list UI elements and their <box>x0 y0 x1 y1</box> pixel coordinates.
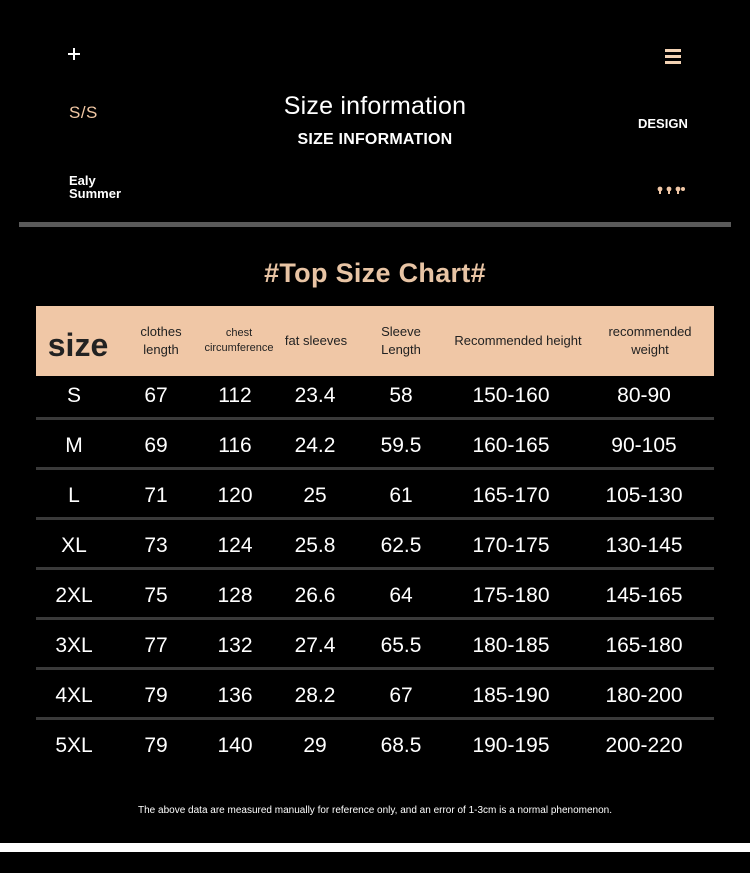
table-row <box>36 372 714 419</box>
table-row <box>36 622 714 669</box>
cell-fat-sleeves: 26.6 <box>294 583 336 607</box>
cell-size: S <box>66 383 81 407</box>
cell-sleeve-length: 64 <box>389 583 413 607</box>
row-divider <box>36 517 714 520</box>
cell-clothes-length: 73 <box>144 533 168 557</box>
cell-recommended-height: 165-170 <box>472 483 550 507</box>
cell-size: 2XL <box>55 583 93 607</box>
cell-sleeve-length: 59.5 <box>380 433 422 457</box>
header-chest-circumference: chest circumference <box>204 327 274 354</box>
cell-sleeve-length: 58 <box>389 383 413 407</box>
cell-clothes-length: 79 <box>144 683 168 707</box>
early-line-1: Ealy <box>69 173 96 188</box>
header-divider <box>19 222 731 227</box>
cell-size: 4XL <box>55 683 93 707</box>
cell-chest-circumference: 128 <box>217 583 253 607</box>
header-clothes-length: clothes length <box>140 324 182 357</box>
cell-recommended-weight: 180-200 <box>605 683 683 707</box>
cell-size: L <box>68 483 80 507</box>
cell-fat-sleeves: 24.2 <box>294 433 336 457</box>
plus-icon <box>66 46 82 62</box>
table-row <box>36 672 714 719</box>
cell-recommended-weight: 80-90 <box>617 383 671 407</box>
early-line-2: Summer <box>69 186 122 201</box>
cell-size: XL <box>61 533 87 557</box>
header-size: size <box>47 327 109 364</box>
header-recommended-height: Recommended height <box>454 333 582 349</box>
footnote: The above data are measured manually for reference only, and an error of 1-3cm is a normal phenomenon. <box>138 805 612 816</box>
cell-fat-sleeves: 25.8 <box>294 533 336 557</box>
cell-chest-circumference: 124 <box>217 533 253 557</box>
table-row <box>36 722 714 769</box>
cell-clothes-length: 75 <box>144 583 168 607</box>
cell-sleeve-length: 67 <box>389 683 413 707</box>
page-title: Size information <box>283 92 467 120</box>
cell-chest-circumference: 136 <box>217 683 253 707</box>
cell-size: 5XL <box>55 733 93 757</box>
row-divider <box>36 467 714 470</box>
cell-clothes-length: 67 <box>144 383 168 407</box>
header-sleeve-length: Sleeve Length <box>381 324 421 357</box>
cell-recommended-height: 175-180 <box>472 583 550 607</box>
header-recommended-weight: recommended weight <box>608 324 692 357</box>
cell-chest-circumference: 132 <box>217 633 253 657</box>
row-divider <box>36 667 714 670</box>
cell-chest-circumference: 140 <box>217 733 253 757</box>
dots-icon <box>656 186 686 196</box>
season-label: S/S <box>69 103 98 122</box>
cell-fat-sleeves: 28.2 <box>294 683 336 707</box>
cell-recommended-height: 180-185 <box>472 633 550 657</box>
menu-icon <box>664 48 682 65</box>
row-divider <box>36 717 714 720</box>
cell-recommended-height: 170-175 <box>472 533 550 557</box>
cell-fat-sleeves: 27.4 <box>294 633 336 657</box>
table-row <box>36 522 714 569</box>
bottom-band <box>0 843 750 852</box>
cell-size: 3XL <box>55 633 93 657</box>
cell-recommended-weight: 145-165 <box>605 583 683 607</box>
design-label: DESIGN <box>638 116 688 131</box>
cell-size: M <box>65 433 83 457</box>
cell-fat-sleeves: 25 <box>303 483 327 507</box>
cell-recommended-height: 150-160 <box>472 383 550 407</box>
cell-sleeve-length: 65.5 <box>380 633 422 657</box>
table-header <box>36 306 714 376</box>
cell-sleeve-length: 68.5 <box>380 733 422 757</box>
cell-recommended-height: 160-165 <box>472 433 550 457</box>
early-summer-label <box>69 174 121 200</box>
cell-recommended-weight: 165-180 <box>605 633 683 657</box>
table-row <box>36 572 714 619</box>
cell-recommended-weight: 105-130 <box>605 483 683 507</box>
cell-chest-circumference: 116 <box>218 433 252 457</box>
row-divider <box>36 417 714 420</box>
table-row <box>36 422 714 469</box>
header-fat-sleeves: fat sleeves <box>284 333 348 349</box>
cell-clothes-length: 79 <box>144 733 168 757</box>
cell-sleeve-length: 61 <box>389 483 413 507</box>
cell-fat-sleeves: 23.4 <box>294 383 336 407</box>
row-divider <box>36 617 714 620</box>
cell-clothes-length: 71 <box>144 483 168 507</box>
cell-recommended-weight: 90-105 <box>611 433 677 457</box>
cell-clothes-length: 77 <box>144 633 168 657</box>
cell-clothes-length: 69 <box>144 433 168 457</box>
cell-recommended-height: 185-190 <box>472 683 550 707</box>
cell-recommended-height: 190-195 <box>472 733 550 757</box>
cell-fat-sleeves: 29 <box>303 733 327 757</box>
cell-sleeve-length: 62.5 <box>380 533 422 557</box>
cell-recommended-weight: 200-220 <box>605 733 683 757</box>
chart-title: #Top Size Chart# <box>264 258 486 288</box>
page-subtitle: SIZE INFORMATION <box>297 131 453 148</box>
cell-chest-circumference: 112 <box>218 383 252 407</box>
cell-recommended-weight: 130-145 <box>605 533 683 557</box>
table-row <box>36 472 714 519</box>
row-divider <box>36 567 714 570</box>
cell-chest-circumference: 120 <box>217 483 253 507</box>
